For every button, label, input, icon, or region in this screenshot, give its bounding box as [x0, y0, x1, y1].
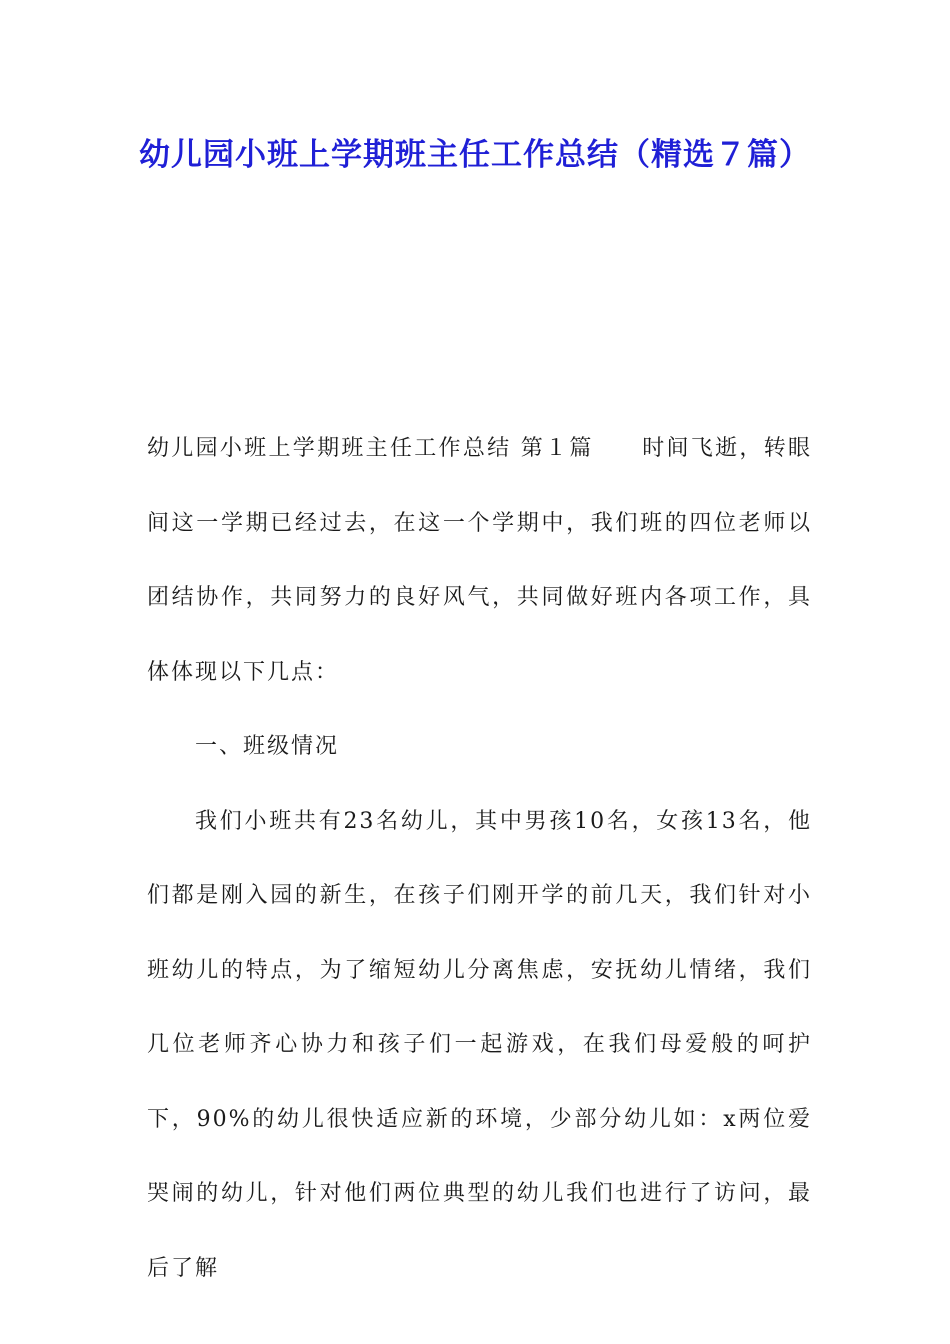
document-title: 幼儿园小班上学期班主任工作总结（精选７篇）	[139, 137, 811, 173]
document-body	[147, 412, 812, 1306]
paragraph-intro: 幼儿园小班上学期班主任工作总结 第１篇 时间飞逝，转眼间这一学期已经过去，在这一个学期中，我们班的四位老师以团结协作，共同努力的良好风气，共同做好班内各项工作，具体体现以下几点：	[147, 436, 812, 685]
paragraph-class-situation: 我们小班共有23名幼儿，其中男孩10名，女孩13名，他们都是刚入园的新生，在孩子们刚开学的前几天，我们针对小班幼儿的特点，为了缩短幼儿分离焦虑，安抚幼儿情绪，我们几位老师齐心协力和孩子们一起游戏，在我们母爱般的呵护下，90%的幼儿很快适应新的环境，少部分幼儿如：x两位爱哭闹的幼儿，针对他们两位典型的幼儿我们也进行了访问，最后了解	[147, 808, 812, 1281]
section-heading-class-situation: 一、班级情况	[195, 734, 340, 759]
